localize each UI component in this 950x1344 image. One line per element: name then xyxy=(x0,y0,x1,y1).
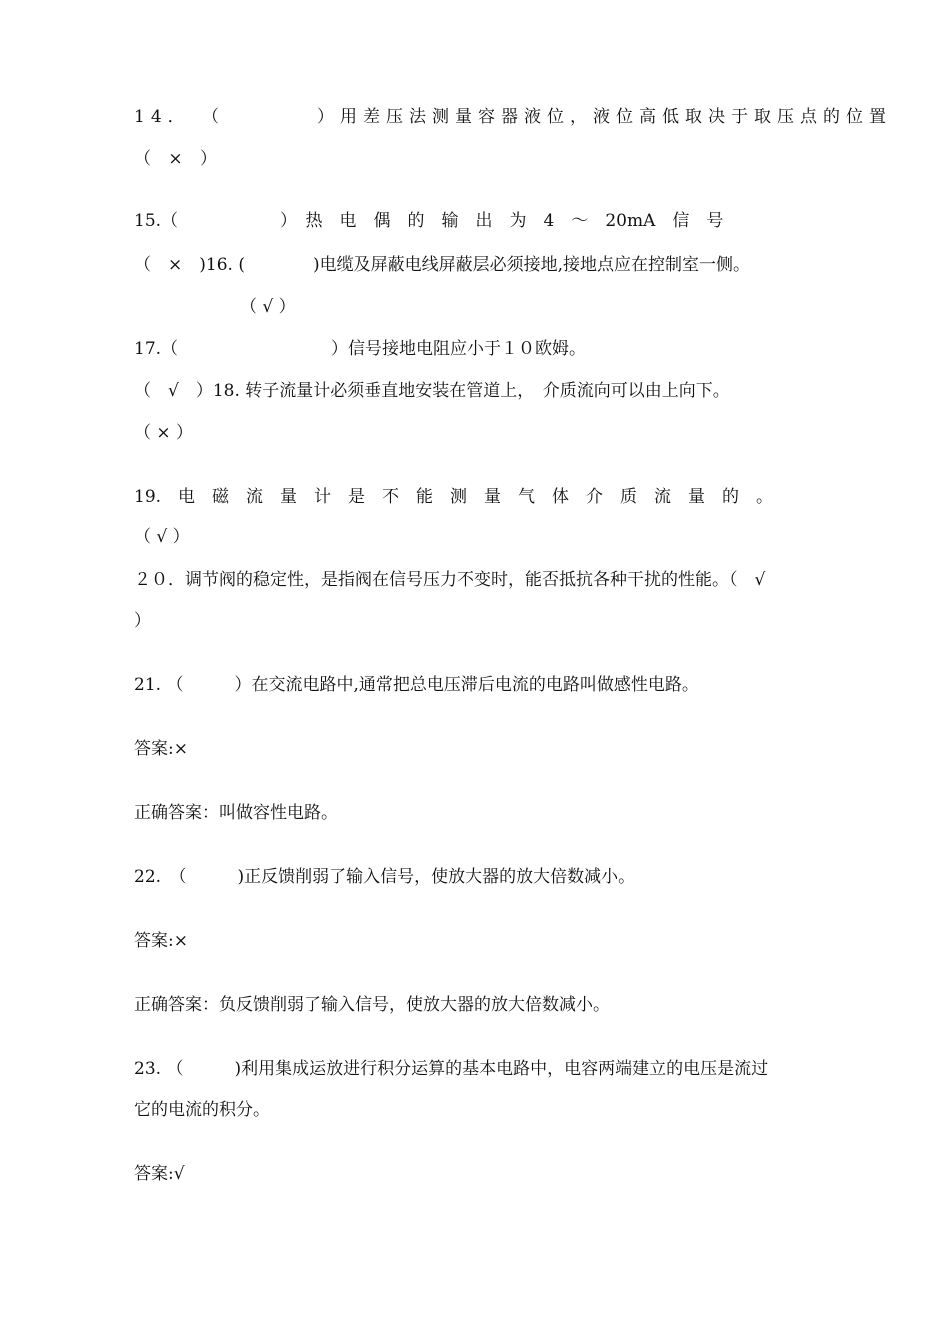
question-15-text: 15.（ ） 热 电 偶 的 输 出 为 4 ～ 20mA 信 号 xyxy=(134,211,724,231)
question-21-answer: 答案:× xyxy=(134,739,188,759)
question-17-answer-and-18: （ √ ）18. 转子流量计必须垂直地安装在管道上， 介质流向可以由上向下。 xyxy=(134,381,730,401)
question-17-text: 17.（ ）信号接地电阻应小于１０欧姆。 xyxy=(134,339,587,359)
question-15-answer-and-16: （ × )16. ( )电缆及屏蔽电线屏蔽层必须接地,接地点应在控制室一侧。 xyxy=(134,255,750,275)
question-19-text: 19. 电 磁 流 量 计 是 不 能 测 量 气 体 介 质 流 量 的 。 xyxy=(134,487,774,507)
question-16-answer: （ √ ） xyxy=(240,297,296,317)
question-14-text: 14． （ ）用差压法测量容器液位，液位高低取决于取压点的位置 xyxy=(134,107,893,127)
question-23-text: 23. （ )利用集成运放进行积分运算的基本电路中，电容两端建立的电压是流过 xyxy=(134,1059,769,1079)
question-20-answer: ） xyxy=(134,611,151,631)
question-22-correct-answer: 正确答案：负反馈削弱了输入信号，使放大器的放大倍数减小。 xyxy=(134,995,610,1015)
question-22-answer: 答案:× xyxy=(134,931,188,951)
question-23-answer: 答案:√ xyxy=(134,1164,185,1184)
question-21-text: 21. （ ）在交流电路中,通常把总电压滞后电流的电路叫做感性电路。 xyxy=(134,675,699,695)
question-19-answer: （ √ ） xyxy=(134,527,190,547)
question-20-text: ２０．调节阀的稳定性，是指阀在信号压力不变时，能否抵抗各种干扰的性能。（ √ xyxy=(134,570,766,590)
question-22-text: 22. （ )正反馈削弱了输入信号，使放大器的放大倍数减小。 xyxy=(134,867,636,887)
question-23-text-continued: 它的电流的积分。 xyxy=(134,1100,270,1120)
question-14-answer: （ × ） xyxy=(134,149,224,169)
question-18-answer: （ × ） xyxy=(134,423,194,443)
question-21-correct-answer: 正确答案：叫做容性电路。 xyxy=(134,803,338,823)
